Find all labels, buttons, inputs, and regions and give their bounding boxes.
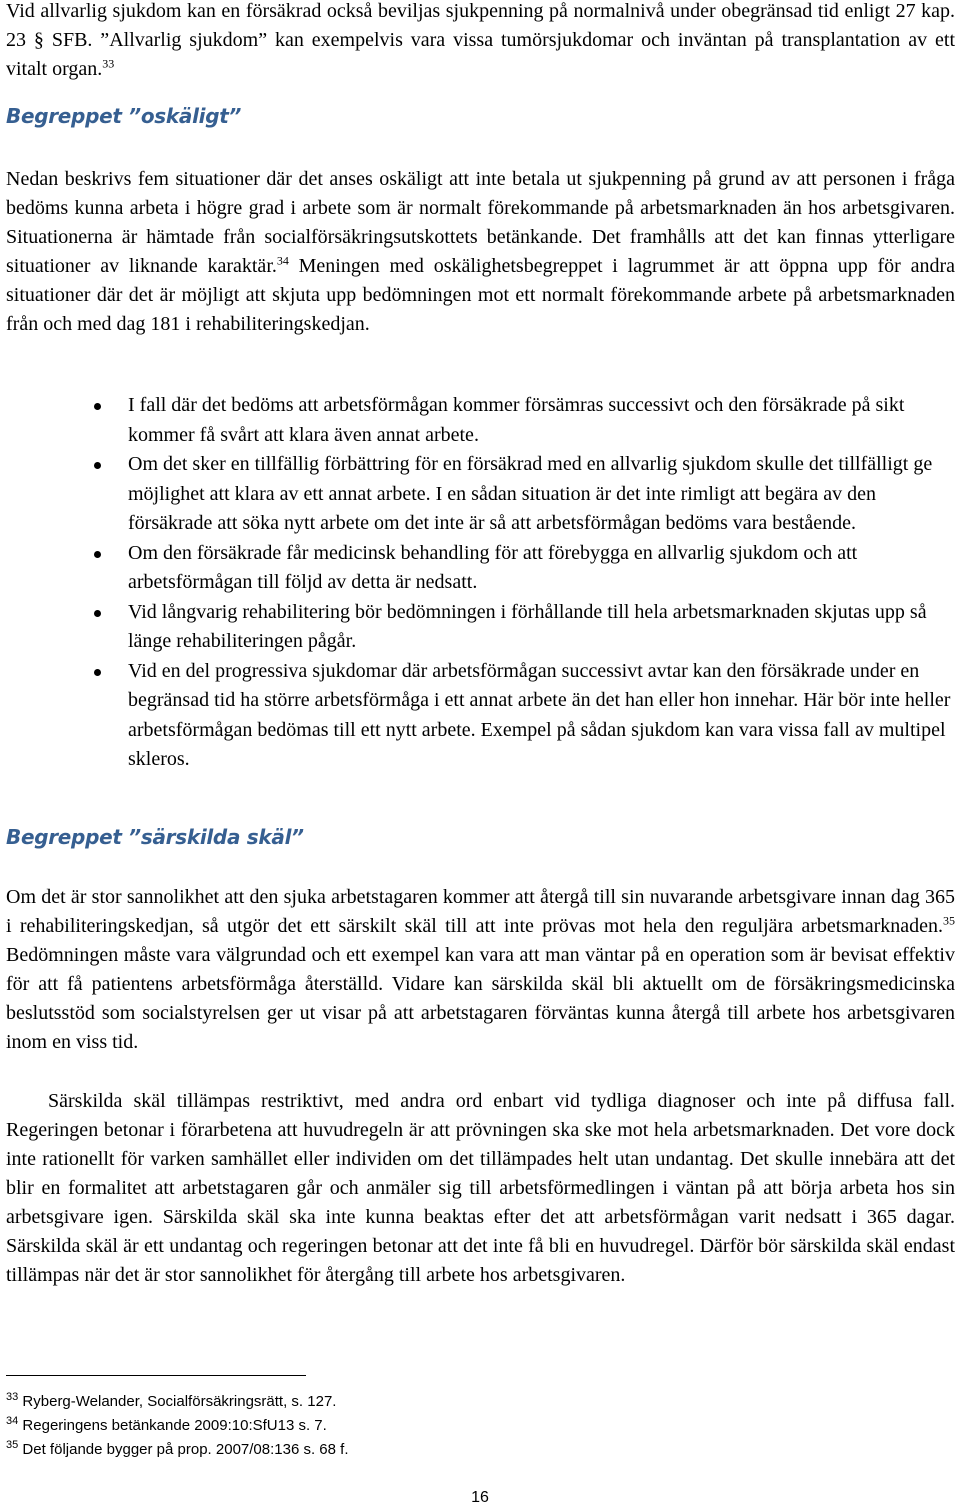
list-item: Vid långvarig rehabilitering bör bedömningen i förhållande till hela arbetsmarknaden skjutas upp så länge rehabiliteringen pågår.	[90, 598, 960, 657]
section-heading-oskaligt: Begreppet ”oskäligt”	[6, 104, 242, 128]
footnote-34: $^{34}$ Regeringens betänkande 2009:10:SfU13 s. 7.	[6, 1415, 327, 1434]
bullet-icon	[94, 403, 101, 410]
list-item: Vid en del progressiva sjukdomar där arbetsförmågan successivt avtar kan den försäkrade under en begränsad tid ha större arbetsförmåga i ett annat arbete än det han eller hon innehar. Här bör inte heller arbetsförmågan bedömas till ett nytt arbete. Exempel på sådan sjukdom kan vara vissa fall av multipel skleros.	[90, 657, 960, 775]
bullet-icon	[94, 551, 101, 558]
section-heading-sarskilda-skal: Begreppet ”särskilda skäl”	[6, 825, 304, 849]
footnote-divider	[6, 1375, 306, 1376]
footnote-ref-34[interactable]: 34	[276, 253, 289, 268]
intro-paragraph: Vid allvarlig sjukdom kan en försäkrad också beviljas sjukpenning på normalnivå under obegränsad tid enligt 27 kap. 23 § SFB. ”Allvarlig sjukdom” kan exempelvis vara vissa tumörsjukdomar och inväntan på transplantation av ett vitalt organ.$^{33}$	[6, 0, 955, 80]
list-item: Om det sker en tillfällig förbättring för en försäkrad med en allvarlig sjukdom skulle det tillfälligt ge möjlighet att klara av ett annat arbete. I en sådan situation är det inte rimligt att begära av den försäkrade att söka nytt arbete om det inte är så att arbetsförmågan bedöms vara bestående.	[90, 450, 960, 539]
oskaligt-situations-list	[90, 391, 960, 775]
page-number: 16	[471, 1489, 489, 1506]
footnote-ref-33[interactable]: 33	[102, 56, 115, 71]
sarskilda-skal-paragraph: Om det är stor sannolikhet att den sjuka arbetstagaren kommer att återgå till sin nuvarande arbetsgivare innan dag 365 i rehabiliteringskedjan, så utgör det ett särskilt skäl till att inte prövas mot hela den reguljära arbetsmarknaden.$^{35}$ Bedömningen måste vara välgrundad och ett exempel kan vara att man väntar på en operation som är bevisat effektiv för att få patientens arbetsförmåga återställd. Vidare kan särskilda skäl bli aktuellt om de försäkringsmedicinska beslutsstöd som socialstyrelsen ger ut visar på att arbetstagaren förväntas kunna återgå till arbete hos arbetsgivaren inom en viss tid.	[6, 886, 955, 1053]
footnotes	[6, 1390, 349, 1462]
bullet-icon	[94, 669, 101, 676]
list-item: I fall där det bedöms att arbetsförmågan kommer försämras successivt och den försäkrade på sikt kommer få svårt att klara även annat arbete.	[90, 391, 960, 450]
list-item: Om den försäkrade får medicinsk behandling för att förebygga en allvarlig sjukdom och att arbetsförmågan till följd av detta är nedsatt.	[90, 539, 960, 598]
footnote-ref-35[interactable]: 35	[943, 913, 955, 928]
footnote-35: $^{35}$ Det följande bygger på prop. 2007/08:136 s. 68 f.	[6, 1439, 349, 1458]
oskaligt-paragraph: Nedan beskrivs fem situationer där det anses oskäligt att inte betala ut sjukpenning på grund av att personen i fråga bedöms kunna arbeta i högre grad i arbete som är normalt förekommande på arbetsmarknaden än hos arbetsgivaren. Situationerna är hämtade från socialförsäkringsutskottets betänkande. Det framhålls att det kan finnas ytterligare situationer av liknande karaktär.$^{34}$ Meningen med oskälighetsbegreppet i lagrummet är att öppna upp för andra situationer där det är möjligt att skjuta upp bedömningen mot ett normalt förekommande arbete på arbetsmarknaden från och med dag 181 i rehabiliteringskedjan.	[6, 168, 955, 335]
bullet-icon	[94, 462, 101, 469]
sarskilda-skal-restrictive-paragraph: Särskilda skäl tillämpas restriktivt, med andra ord enbart vid tydliga diagnoser och inte på diffusa fall. Regeringen betonar i förarbetena att huvudregeln är att prövningen ska ske mot hela arbetsmarknaden. Det vore dock inte rationellt för varken samhället eller individen om det tillämpades helt utan undantag. Det skulle innebära att det blir en formalitet att arbetstagaren går och anmäler sig till arbetsförmedlingen i väntan på att börja arbeta hos sin arbetsgivare igen. Särskilda skäl ska inte kunna beaktas efter det att arbetsförmågan varit nedsatt i 365 dagar. Särskilda skäl är ett undantag och regeringen betonar att det inte få bli en huvudregel. Därför bör särskilda skäl endast tillämpas när det är stor sannolikhet för återgång till arbete hos arbetsgivaren.	[6, 1090, 955, 1286]
bullet-icon	[94, 610, 101, 617]
footnote-33: $^{33}$ Ryberg-Welander, Socialförsäkringsrätt, s. 127.	[6, 1391, 337, 1410]
